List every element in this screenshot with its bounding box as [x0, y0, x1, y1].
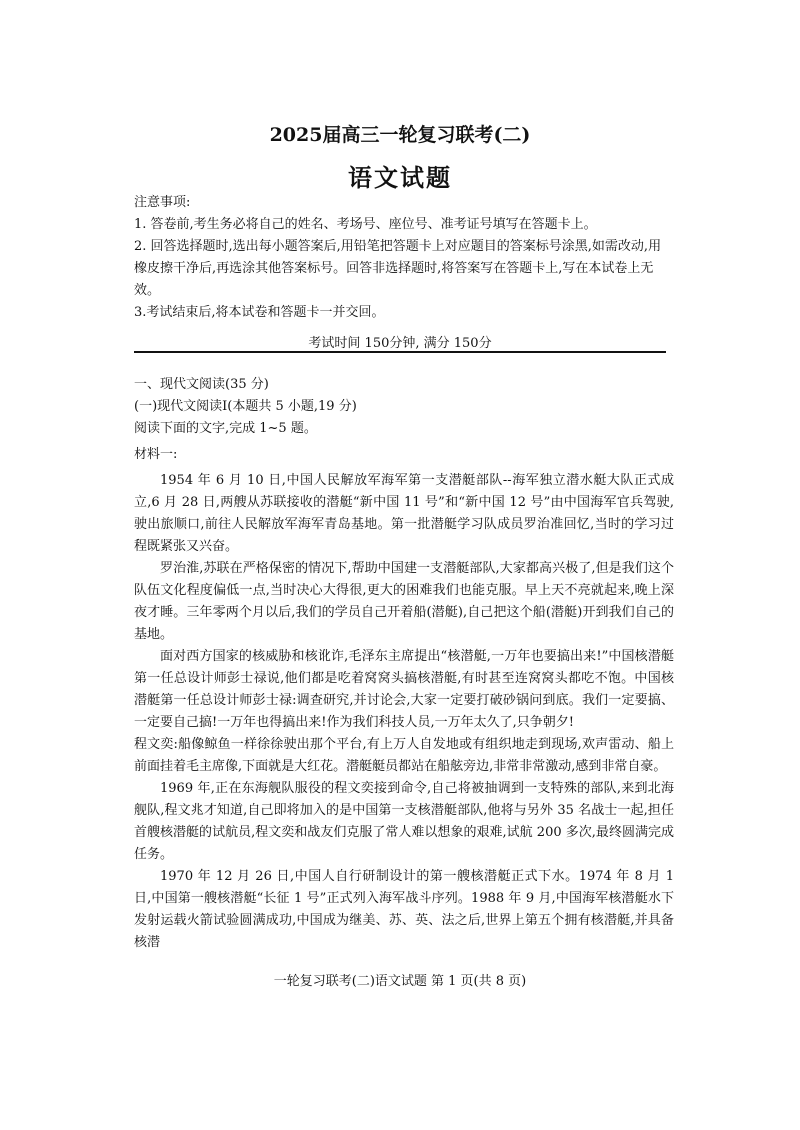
section-title: 一、现代文阅读(35 分): [134, 377, 269, 392]
section-subtitle: (一)现代文阅读Ⅰ(本题共 5 小题,19 分): [134, 399, 357, 414]
notes-item-1: 1. 答卷前,考生务必将自己的姓名、考场号、座位号、准考证号填写在答题卡上。: [134, 217, 597, 232]
paragraph: 程文奕:船像鲸鱼一样徐徐驶出那个平台,有上万人自发地或有组织地走到现场,欢声雷动、船上前面挂着毛主席像,下面就是大红花。潜艇艇员都站在船舷旁边,非常非常激动,感到非常自豪。: [134, 737, 674, 774]
page-footer: 一轮复习联考(二)语文试题 第 1 页(共 8 页): [273, 974, 527, 989]
divider-line: [134, 351, 666, 353]
exam-title: 2025届高三一轮复习联考(二): [269, 124, 531, 146]
paragraph: 罗治淮,苏联在严格保密的情况下,帮助中国建一支潜艇部队,大家都高兴极了,但是我们这个队伍文化程度偏低一点,当时决心大得很,更大的困难我们也能克服。早上天不亮就起来,晚上深夜才睡。三年零两个月以后,我们的学员自己开着船(潜艇),自己把这个船(潜艇)开到我们自己的基地。: [134, 561, 674, 642]
material-label: 材料一:: [134, 447, 178, 462]
notes-item-2: 2. 回答选择题时,选出每小题答案后,用铅笔把答题卡上对应题目的答案标号涂黑,如需改动,用橡皮擦干净后,再选涂其他答案标号。回答非选择题时,将答案写在答题卡上,写在本试卷上无效。: [134, 239, 662, 298]
section-instruction: 阅读下面的文字,完成 1~5 题。: [134, 421, 317, 436]
reading-section: [134, 374, 674, 954]
notes-item-3: 3.考试结束后,将本试卷和答题卡一并交回。: [134, 305, 385, 320]
notes-heading: 注意事项:: [134, 195, 191, 210]
paragraph: 面对西方国家的核威胁和核讹诈,毛泽东主席提出“核潜艇,一万年也要搞出来!”中国核潜艇第一任总设计师彭士禄说,他们都是吃着窝窝头搞核潜艇,有时甚至连窝窝头都吃不饱。中国核潜艇第一任总设计师彭士禄:调查研究,并讨论会,大家一定要打破砂锅问到底。我们一定要搞、一定要自己搞!一万年也得搞出来!作为我们科技人员,一万年太久了,只争朝夕!: [134, 649, 674, 730]
exam-time-info: 考试时间 150分钟, 满分 150分: [308, 336, 492, 351]
paragraph: 1970 年 12 月 26 日,中国人自行研制设计的第一艘核潜艇正式下水。1974 年 8 月 1 日,中国第一艘核潜艇“长征 1 号”正式列入海军战斗序列。1988 年 9 月,中国海军核潜艇水下发射运载火箭试验圆满成功,中国成为继美、苏、英、法之后,世界上第五个拥有核潜艇,并具备核潜: [134, 869, 674, 950]
exam-subject: 语文试题: [348, 163, 452, 192]
paragraph: 1969 年,正在东海舰队服役的程文奕接到命令,自己将被抽调到一支特殊的部队,来到北海舰队,程文兆才知道,自己即将加入的是中国第一支核潜艇部队,他将与另外 35 名战士一起,担任首艘核潜艇的试航员,程文奕和战友们克服了常人难以想象的艰难,试航 200 多次,最终圆满完成任务。: [134, 781, 674, 862]
paragraph: 1954 年 6 月 10 日,中国人民解放军海军第一支潜艇部队--海军独立潜水艇大队正式成立,6 月 28 日,两艘从苏联接收的潜艇“新中国 11 号”和“新中国 12 号”由中国海军官兵驾驶,驶出旅顺口,前往人民解放军海军青岛基地。第一批潜艇学习队成员罗治准回忆,当时的学习过程既紧张又兴奋。: [134, 473, 674, 554]
notes-block: [134, 192, 674, 324]
